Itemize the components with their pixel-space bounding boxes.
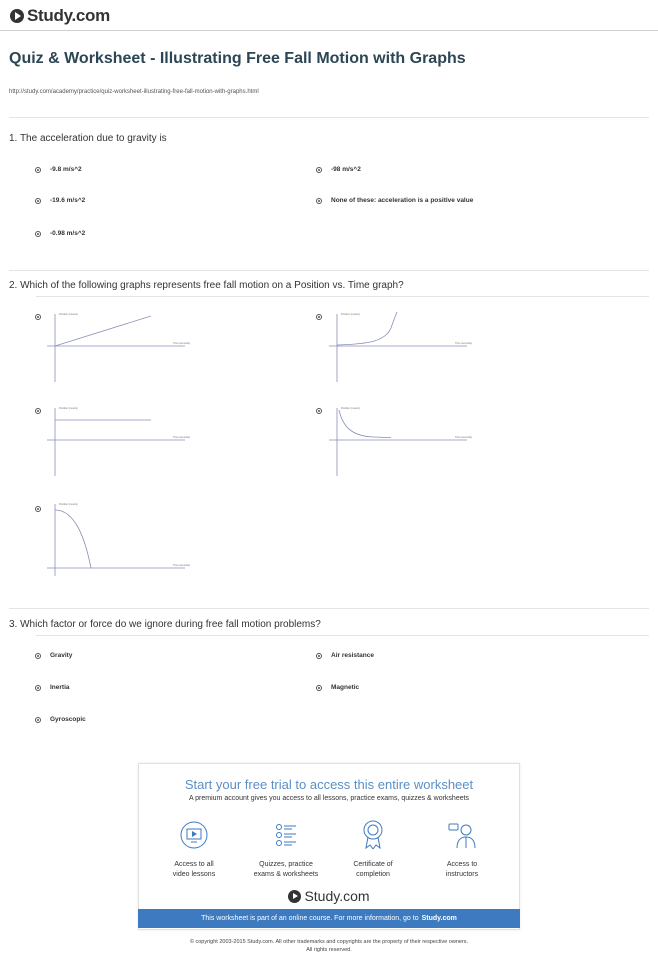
- option-label: Air resistance: [331, 652, 374, 659]
- option-label: None of these: acceleration is a positive value: [331, 197, 474, 204]
- q2-graph-linear: [45, 308, 195, 384]
- section-divider: [9, 117, 649, 118]
- q3-option-b[interactable]: [316, 652, 374, 659]
- feature-caption-line2: completion: [356, 871, 390, 878]
- graph-y-label: Position (meters): [341, 313, 360, 316]
- radio-button[interactable]: [35, 653, 41, 659]
- q2-graph-constant: [45, 402, 195, 478]
- feature-caption-line2: video lessons: [172, 871, 216, 878]
- radio-button[interactable]: [35, 717, 41, 723]
- study-logo[interactable]: [10, 6, 110, 26]
- radio-button[interactable]: [35, 167, 41, 173]
- radio-button[interactable]: [35, 685, 41, 691]
- q3-option-c[interactable]: [35, 684, 70, 691]
- option-label: -9.8 m/s^2: [50, 166, 82, 173]
- radio-button[interactable]: [316, 167, 322, 173]
- q1-option-d[interactable]: [316, 197, 473, 204]
- option-label: Gravity: [50, 652, 73, 659]
- instructor-icon: [447, 820, 477, 850]
- header-divider: [0, 30, 658, 31]
- promo-heading[interactable]: Start your free trial to access this entire worksheet: [184, 777, 474, 792]
- feature-caption-line1: Quizzes, practice: [259, 861, 313, 868]
- section-divider: [36, 296, 649, 297]
- radio-button[interactable]: [316, 653, 322, 659]
- q3-option-d[interactable]: [316, 684, 359, 691]
- feature-caption-line1: Access to all: [174, 861, 214, 868]
- option-label: -19.6 m/s^2: [50, 197, 86, 204]
- page-title: Quiz & Worksheet - Illustrating Free Fall Motion with Graphs: [9, 50, 466, 67]
- graph-y-label: Position (meters): [341, 407, 360, 410]
- q2-option-a-radio[interactable]: [35, 314, 41, 320]
- graph-x-label: Time (seconds): [173, 342, 191, 345]
- video-lesson-icon: [180, 821, 208, 849]
- feature-video-lessons: [154, 818, 234, 880]
- graph-y-label: Position (meters): [59, 313, 78, 316]
- q3-option-e[interactable]: [35, 716, 86, 723]
- q2-option-d-radio[interactable]: [316, 408, 322, 414]
- feature-caption-line2: instructors: [445, 871, 479, 878]
- feature-caption-line1: Certificate of: [353, 861, 393, 868]
- radio-button[interactable]: [35, 198, 41, 204]
- q2-option-b-radio[interactable]: [316, 314, 322, 320]
- q3-option-a[interactable]: [35, 652, 72, 659]
- feature-caption-line1: Access to: [446, 861, 478, 868]
- course-info-text: This worksheet is part of an online course. For more information, go to: [201, 915, 419, 922]
- q1-option-c[interactable]: [35, 197, 85, 204]
- copyright-line2: All rights reserved.: [306, 947, 352, 953]
- radio-button[interactable]: [316, 198, 322, 204]
- feature-quizzes: [246, 818, 326, 880]
- promo-study-logo[interactable]: [139, 888, 519, 904]
- q2-option-c-radio[interactable]: [35, 408, 41, 414]
- option-label: Gyroscopic: [50, 716, 86, 723]
- graph-x-label: Time (seconds): [455, 342, 473, 345]
- graph-x-label: Time (seconds): [455, 436, 473, 439]
- q2-graph-exponential: [327, 308, 477, 384]
- graph-y-label: Position (meters): [59, 503, 78, 506]
- q2-graph-parabola: [45, 498, 195, 578]
- graph-y-label: Position (meters): [59, 407, 78, 410]
- certificate-icon: [359, 819, 387, 851]
- question-3-text: 3. Which factor or force do we ignore during free fall motion problems?: [9, 619, 321, 630]
- q1-option-b[interactable]: [316, 166, 361, 173]
- question-1-text: 1. The acceleration due to gravity is: [9, 133, 167, 144]
- course-info-link[interactable]: Study.com: [421, 915, 457, 922]
- copyright-line1: © copyright 2003-2015 Study.com. All other trademarks and copyrights are the property of their respective owners.: [189, 939, 469, 945]
- option-label: -98 m/s^2: [331, 166, 361, 173]
- graph-x-label: Time (seconds): [173, 564, 191, 567]
- logo-text: Study.com: [27, 6, 110, 25]
- promo-subheading: A premium account gives you access to all lessons, practice exams, quizzes & worksheets: [188, 795, 470, 802]
- radio-button[interactable]: [316, 685, 322, 691]
- page-url[interactable]: http://study.com/academy/practice/quiz-worksheet-illustrating-free-fall-motion-with-graphs.html: [9, 89, 259, 95]
- radio-button[interactable]: [35, 231, 41, 237]
- question-2-text: 2. Which of the following graphs represents free fall motion on a Position vs. Time graph?: [9, 280, 404, 291]
- play-logo-icon: [10, 9, 24, 23]
- section-divider: [36, 635, 649, 636]
- section-divider: [9, 608, 649, 609]
- play-logo-icon: [288, 890, 301, 903]
- q1-option-a[interactable]: [35, 166, 82, 173]
- graph-x-label: Time (seconds): [173, 436, 191, 439]
- option-label: Magnetic: [331, 684, 360, 691]
- feature-caption-line2: exams & worksheets: [253, 871, 319, 878]
- q1-option-e[interactable]: [35, 230, 85, 237]
- section-divider: [9, 270, 649, 271]
- feature-instructors: [422, 818, 502, 880]
- copyright-footer: [0, 938, 658, 954]
- promo-logo-text: Study.com: [304, 888, 370, 904]
- feature-certificate: [333, 818, 413, 880]
- premium-promo-card: [138, 763, 520, 930]
- option-label: Inertia: [50, 684, 70, 691]
- q2-graph-decay: [327, 402, 477, 478]
- q2-option-e-radio[interactable]: [35, 506, 41, 512]
- option-label: -0.98 m/s^2: [50, 230, 86, 237]
- course-info-bar: [138, 909, 520, 928]
- quiz-list-icon: [272, 821, 300, 849]
